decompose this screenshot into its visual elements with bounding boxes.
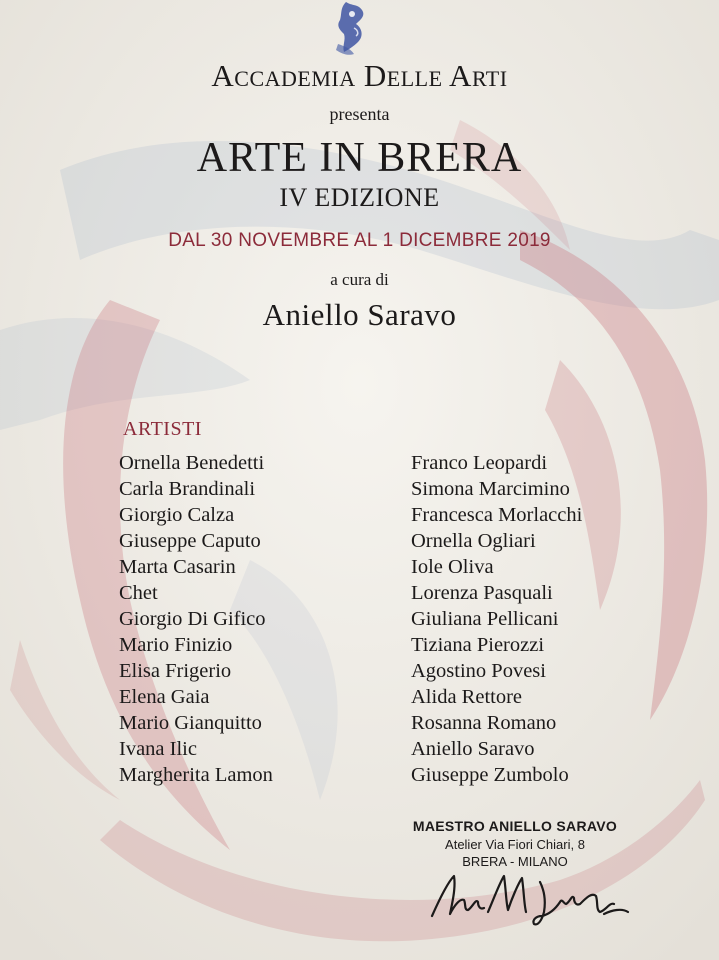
artist-name: Giuseppe Caputo	[119, 530, 261, 552]
artist-name: Alida Rettore	[411, 686, 523, 708]
artist-name: Elisa Frigerio	[119, 660, 232, 682]
artist-name: Lorenza Pasquali	[411, 582, 553, 604]
artist-name: Giuliana Pellicani	[411, 608, 559, 630]
artist-name: Franco Leopardi	[411, 452, 548, 474]
event-title: ARTE IN BRERA	[196, 135, 523, 181]
artist-name: Chet	[119, 582, 158, 604]
artist-name: Ivana Ilic	[119, 738, 197, 760]
artists-list-right	[411, 450, 582, 788]
atelier-stamp	[400, 818, 630, 871]
handwritten-signature-icon	[428, 868, 633, 930]
artist-name: Aniello Saravo	[411, 738, 535, 760]
artist-name: Giorgio Calza	[119, 504, 235, 526]
artist-name: Iole Oliva	[411, 556, 494, 578]
presenta-label: presenta	[329, 104, 390, 124]
artist-name: Ornella Benedetti	[119, 452, 265, 474]
artist-name: Margherita Lamon	[119, 764, 273, 786]
artist-name: Tiziana Pierozzi	[411, 634, 545, 656]
artist-name: Carla Brandinali	[119, 478, 256, 500]
artist-name: Ornella Ogliari	[411, 530, 536, 552]
artists-list-left	[119, 450, 273, 788]
artist-name: Marta Casarin	[119, 556, 236, 578]
watercolor-figure-logo-icon	[328, 0, 376, 58]
artist-name: Francesca Morlacchi	[411, 504, 583, 526]
artist-name: Agostino Povesi	[411, 660, 546, 682]
artist-name: Giuseppe Zumbolo	[411, 764, 569, 786]
artist-name: Elena Gaia	[119, 686, 210, 708]
academy-name: Accademia Delle Arti	[211, 58, 508, 93]
edition-label: IV EDIZIONE	[279, 183, 440, 212]
artist-name: Giorgio Di Gifico	[119, 608, 266, 630]
artist-name: Simona Marcimino	[411, 478, 570, 500]
artists-heading: ARTISTI	[123, 418, 202, 440]
artist-name: Mario Finizio	[119, 634, 233, 656]
event-dates: DAL 30 NOVEMBRE AL 1 DICEMBRE 2019	[168, 230, 551, 251]
artist-name: Mario Gianquitto	[119, 712, 262, 734]
stamp-maestro-name: MAESTRO ANIELLO SARAVO	[412, 818, 618, 834]
stamp-city: BRERA - MILANO	[462, 854, 568, 869]
curated-by-label: a cura di	[330, 270, 389, 289]
stamp-address: Atelier Via Fiori Chiari, 8	[445, 837, 585, 852]
curator-name: Aniello Saravo	[262, 297, 457, 332]
artist-name: Rosanna Romano	[411, 712, 557, 734]
